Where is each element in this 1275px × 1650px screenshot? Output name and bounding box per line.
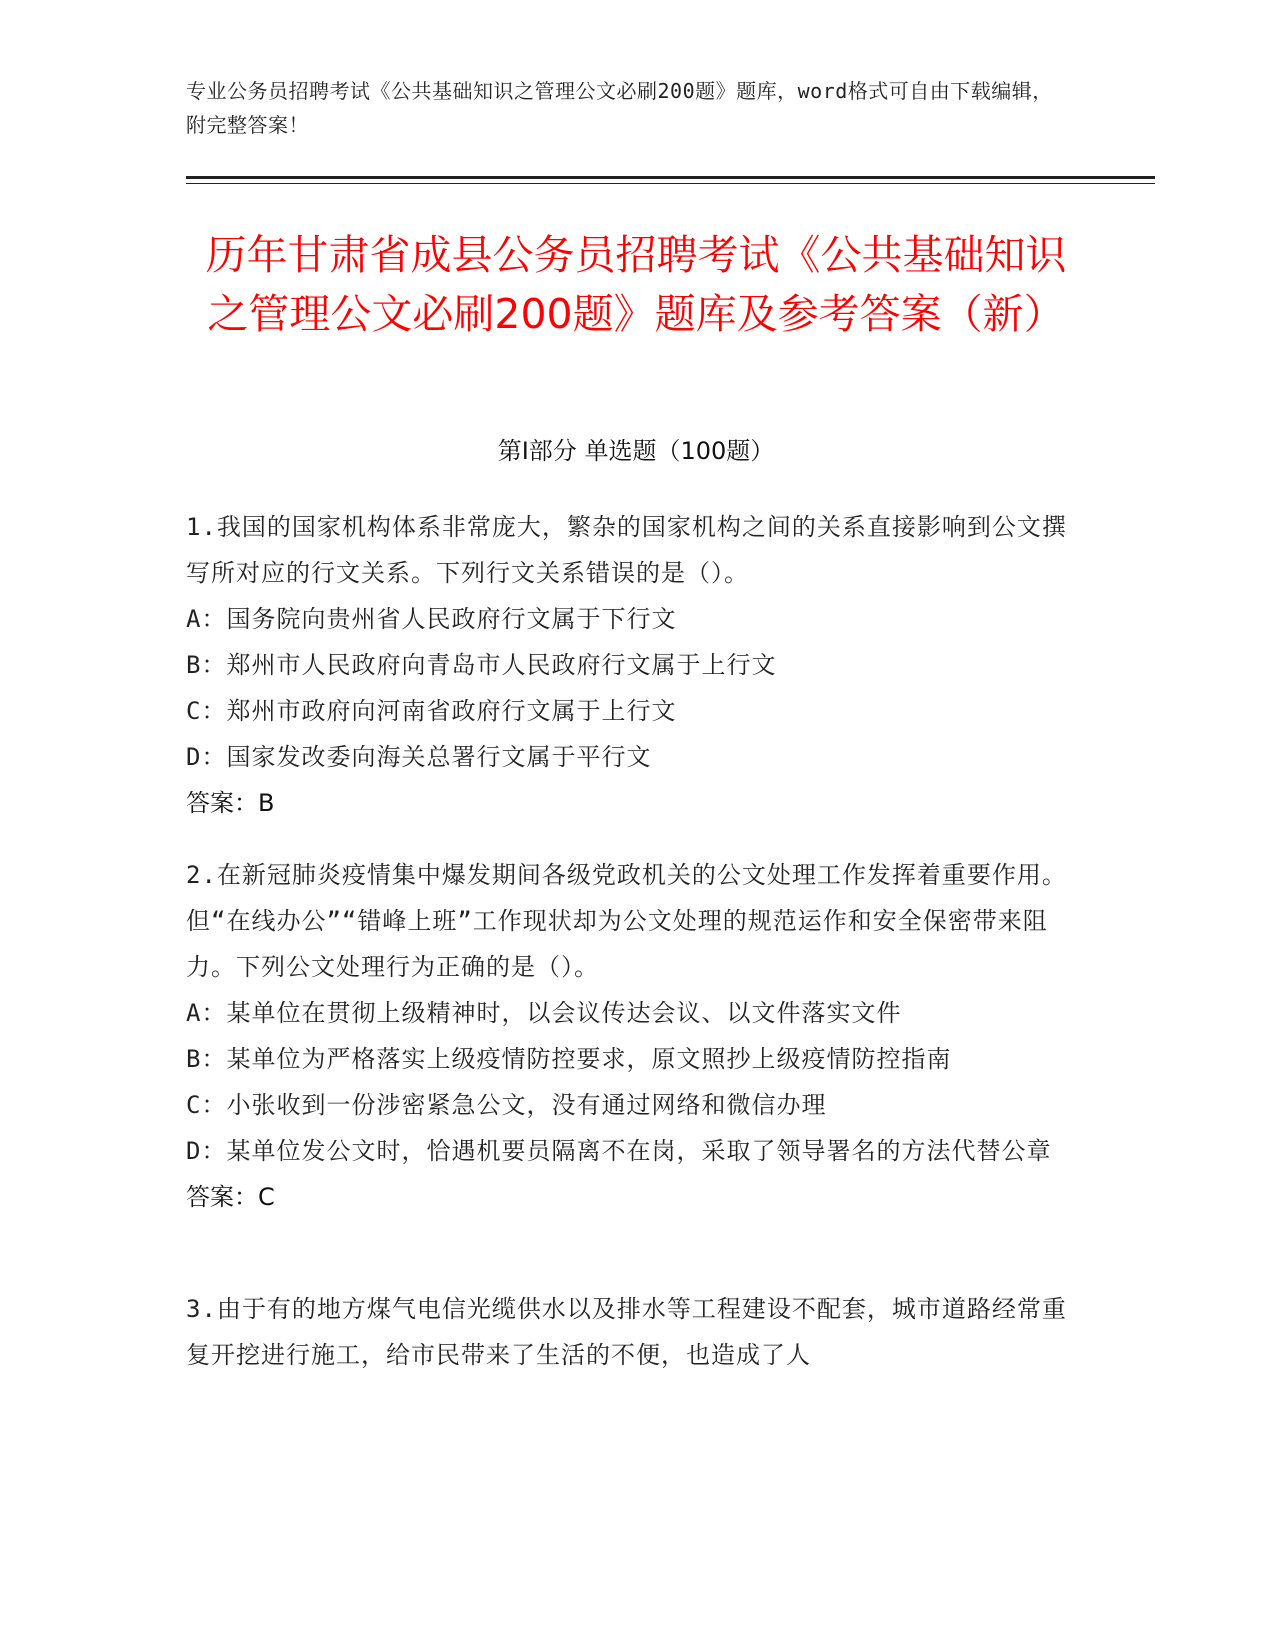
document-title: 历年甘肃省成县公务员招聘考试《公共基础知识之管理公文必刷200题》题库及参考答案（新） <box>205 231 1067 338</box>
answer: 答案：C <box>186 1183 275 1211</box>
option-d: D：某单位发公文时，恰遇机要员隔离不在岗，采取了领导署名的方法代替公章 <box>186 1137 1052 1165</box>
option-c: C：郑州市政府向河南省政府行文属于上行文 <box>186 697 677 725</box>
question-text: 2.在新冠肺炎疫情集中爆发期间各级党政机关的公文处理工作发挥着重要作用。但“在线办公”“错峰上班”工作现状却为公文处理的规范运作和安全保密带来阻力。下列公文处理行为正确的是（）。 <box>186 861 1067 981</box>
option-a: A：国务院向贵州省人民政府行文属于下行文 <box>186 605 677 633</box>
question-2 <box>186 852 1076 1220</box>
answer: 答案：B <box>186 789 275 817</box>
question-1 <box>186 504 1076 826</box>
question-text: 3.由于有的地方煤气电信光缆供水以及排水等工程建设不配套，城市道路经常重复开挖进行施工，给市民带来了生活的不便，也造成了人 <box>186 1295 1067 1369</box>
question-3 <box>186 1286 1076 1378</box>
header-divider-thin <box>186 183 1155 184</box>
header-divider-thick <box>186 176 1155 179</box>
option-c: C：小张收到一份涉密紧急公文，没有通过网络和微信办理 <box>186 1091 827 1119</box>
section-title: 第I部分 单选题（100题） <box>497 437 775 465</box>
option-d: D：国家发改委向海关总署行文属于平行文 <box>186 743 652 771</box>
question-text: 1.我国的国家机构体系非常庞大，繁杂的国家机构之间的关系直接影响到公文撰写所对应的行文关系。下列行文关系错误的是（）。 <box>186 513 1067 587</box>
option-a: A：某单位在贯彻上级精神时，以会议传达会议、以文件落实文件 <box>186 999 902 1027</box>
header-note: 专业公务员招聘考试《公共基础知识之管理公文必刷200题》题库，word格式可自由下载编辑，附完整答案！ <box>186 79 1053 137</box>
option-b: B：郑州市人民政府向青岛市人民政府行文属于上行文 <box>186 651 777 679</box>
option-b: B：某单位为严格落实上级疫情防控要求，原文照抄上级疫情防控指南 <box>186 1045 952 1073</box>
